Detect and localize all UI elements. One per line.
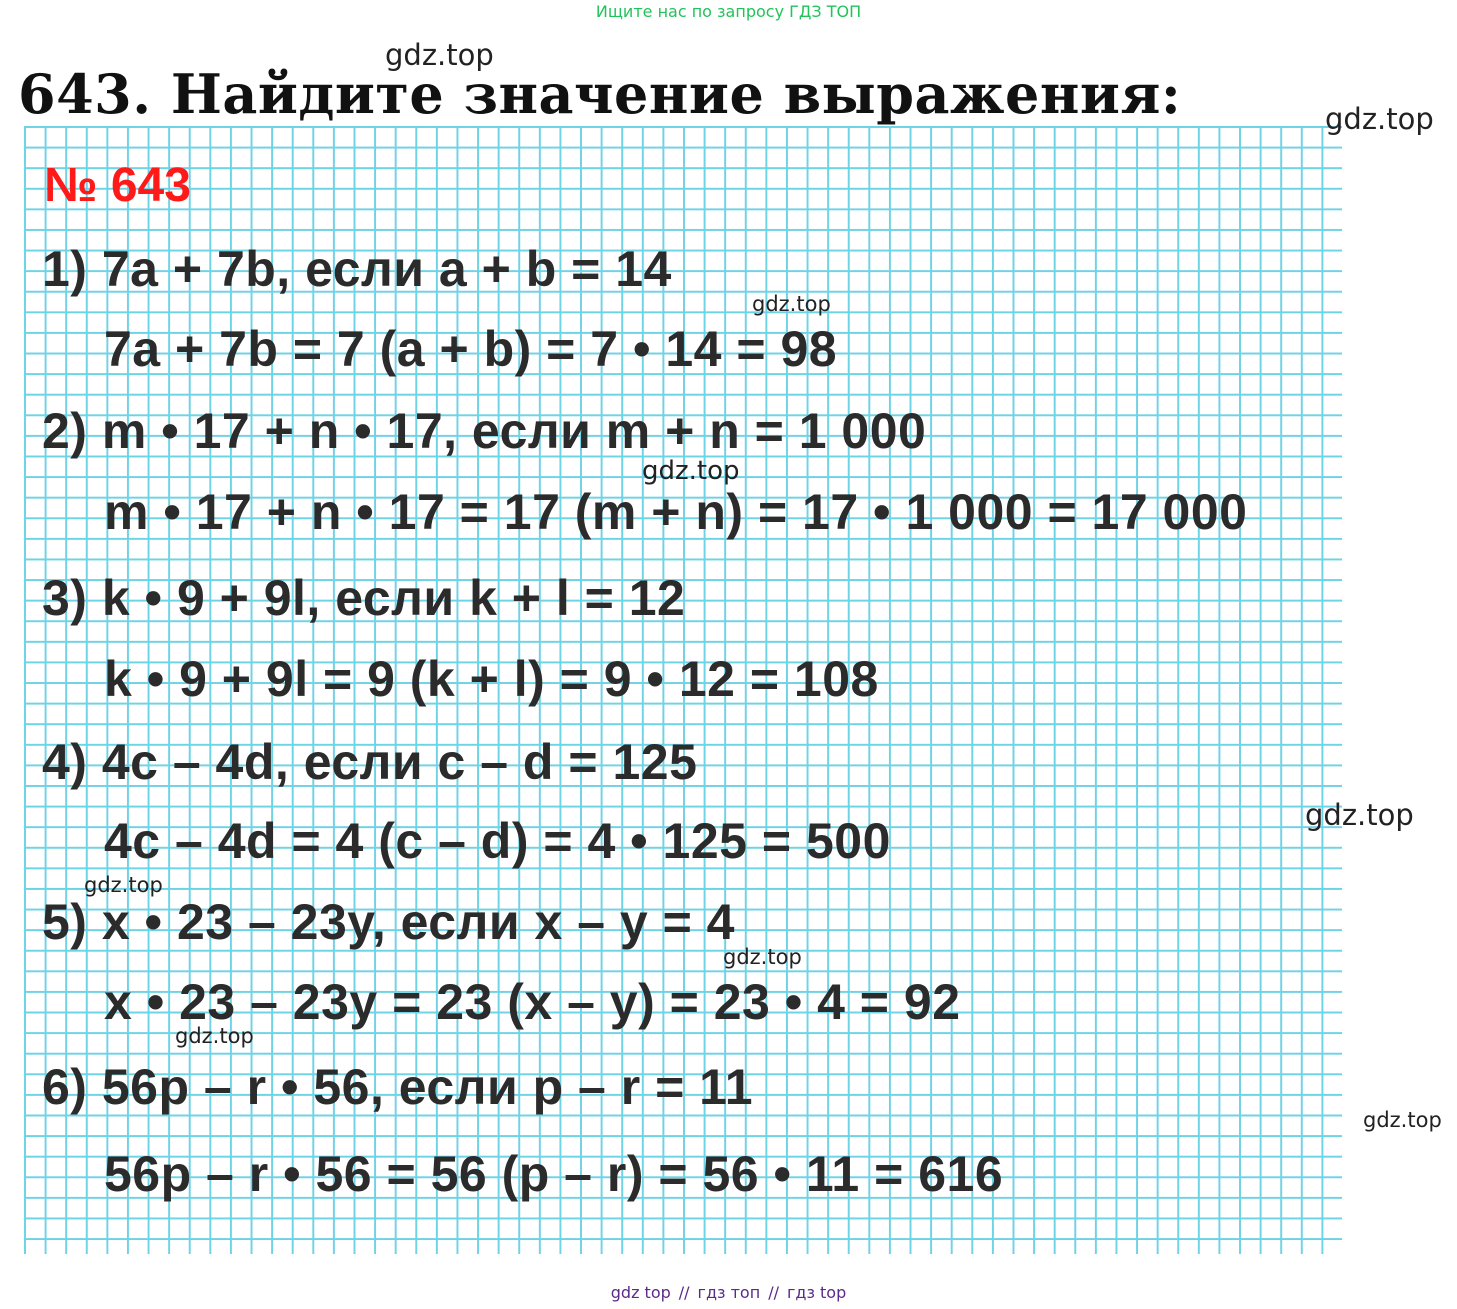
task-2-condition: 2) m • 17 + n • 17, если m + n = 1 000 xyxy=(42,403,927,459)
footer-separator: // xyxy=(768,1283,779,1302)
watermark: gdz.top xyxy=(385,38,494,72)
problem-number: № 643 xyxy=(44,159,191,212)
watermark: gdz.top xyxy=(84,873,163,897)
task-5-condition: 5) x • 23 – 23y, если x – y = 4 xyxy=(42,894,735,950)
task-title: 643. Найдите значение выражения: xyxy=(18,62,1182,126)
watermark: gdz.top xyxy=(752,292,831,316)
watermark: gdz.top xyxy=(723,945,802,969)
task-5-solution: x • 23 – 23y = 23 (x – y) = 23 • 4 = 92 xyxy=(104,974,961,1030)
task-6-condition: 6) 56p – r • 56, если p – r = 11 xyxy=(42,1059,754,1115)
task-1-solution: 7a + 7b = 7 (a + b) = 7 • 14 = 98 xyxy=(104,321,838,377)
footer-link[interactable]: гдз топ xyxy=(697,1283,761,1302)
footer-link[interactable]: гдз top xyxy=(786,1283,847,1302)
task-3-condition: 3) k • 9 + 9l, если k + l = 12 xyxy=(42,570,686,626)
footer-separator: // xyxy=(678,1283,690,1302)
task-2-solution: m • 17 + n • 17 = 17 (m + n) = 17 • 1 000 = 17 000 xyxy=(104,484,1248,540)
task-1-condition: 1) 7a + 7b, если a + b = 14 xyxy=(42,241,672,297)
watermark: gdz.top xyxy=(642,456,740,486)
task-3-solution: k • 9 + 9l = 9 (k + l) = 9 • 12 = 108 xyxy=(104,651,879,707)
top-banner[interactable]: Ищите нас по запросу ГДЗ ТОП xyxy=(595,2,862,21)
watermark: gdz.top xyxy=(175,1024,254,1048)
footer-links xyxy=(0,1283,1457,1302)
task-4-condition: 4) 4c – 4d, если c – d = 125 xyxy=(42,734,698,790)
footer-link[interactable]: gdz top xyxy=(610,1283,671,1302)
watermark: gdz.top xyxy=(1325,102,1434,136)
task-6-solution: 56p – r • 56 = 56 (p – r) = 56 • 11 = 616 xyxy=(104,1146,1004,1202)
watermark: gdz.top xyxy=(1363,1108,1442,1132)
task-4-solution: 4c – 4d = 4 (c – d) = 4 • 125 = 500 xyxy=(104,813,891,869)
watermark: gdz.top xyxy=(1305,798,1414,832)
